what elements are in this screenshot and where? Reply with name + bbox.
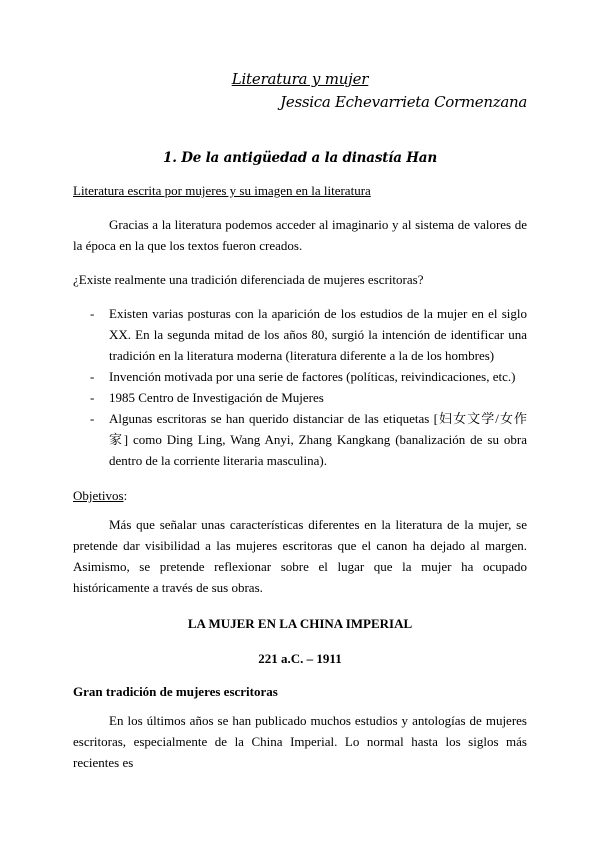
objectives-paragraph: Más que señalar unas características diferentes en la literatura de la mujer, se pretende dar visibilidad a las mujeres escritoras que el canon ha dejado al margen. Asimismo, se pretende reflexionar sobre el lugar que la mujer ha ocupado históricamente a través de sus obras. [73,517,527,595]
document-author: Jessica Echevarrieta Cormenzana [280,93,527,111]
list-item: - Invención motivada por una serie de factores (políticas, reivindicaciones, etc.) [90,369,516,384]
chapter-heading: LA MUJER EN LA CHINA IMPERIAL [187,616,413,631]
list-item: - Algunas escritoras se han querido distanciar de las etiquetas [妇女文学/女作家] como Ding Ling, Wang Anyi, Zhang Kangkang (banalización de su obra dentro de la corriente literaria masculina). [90,411,527,468]
intro-paragraph: Gracias a la literatura podemos acceder al imaginario y al sistema de valores de la época en la que los textos fueron creados. [73,217,527,253]
section-subtitle: Literatura escrita por mujeres y su imagen en la literatura [73,183,371,198]
question-line: ¿Existe realmente una tradición diferenciada de mujeres escritoras? [73,272,424,287]
closing-paragraph: En los últimos años se han publicado muchos estudios y antologías de mujeres escritoras, especialmente de la China Imperial. Lo normal hasta los siglos más recientes es [73,713,527,770]
list-item: - Existen varias posturas con la aparición de los estudios de la mujer en el siglo XX. En la segunda mitad de los años 80, surgió la intención de identificar una tradición en la literatura moderna (literatura diferente a la de los hombres) [90,306,527,363]
bullet-list [73,303,527,471]
document-title: Literatura y mujer [231,70,369,88]
chapter-dates: 221 a.C. – 1911 [258,651,342,666]
section-heading: 1. De la antigüedad a la dinastía Han [163,150,437,166]
objectives-heading: Objetivos: [73,488,128,503]
subsection-heading: Gran tradición de mujeres escritoras [73,684,278,699]
list-item: - 1985 Centro de Investigación de Mujeres [90,390,324,405]
